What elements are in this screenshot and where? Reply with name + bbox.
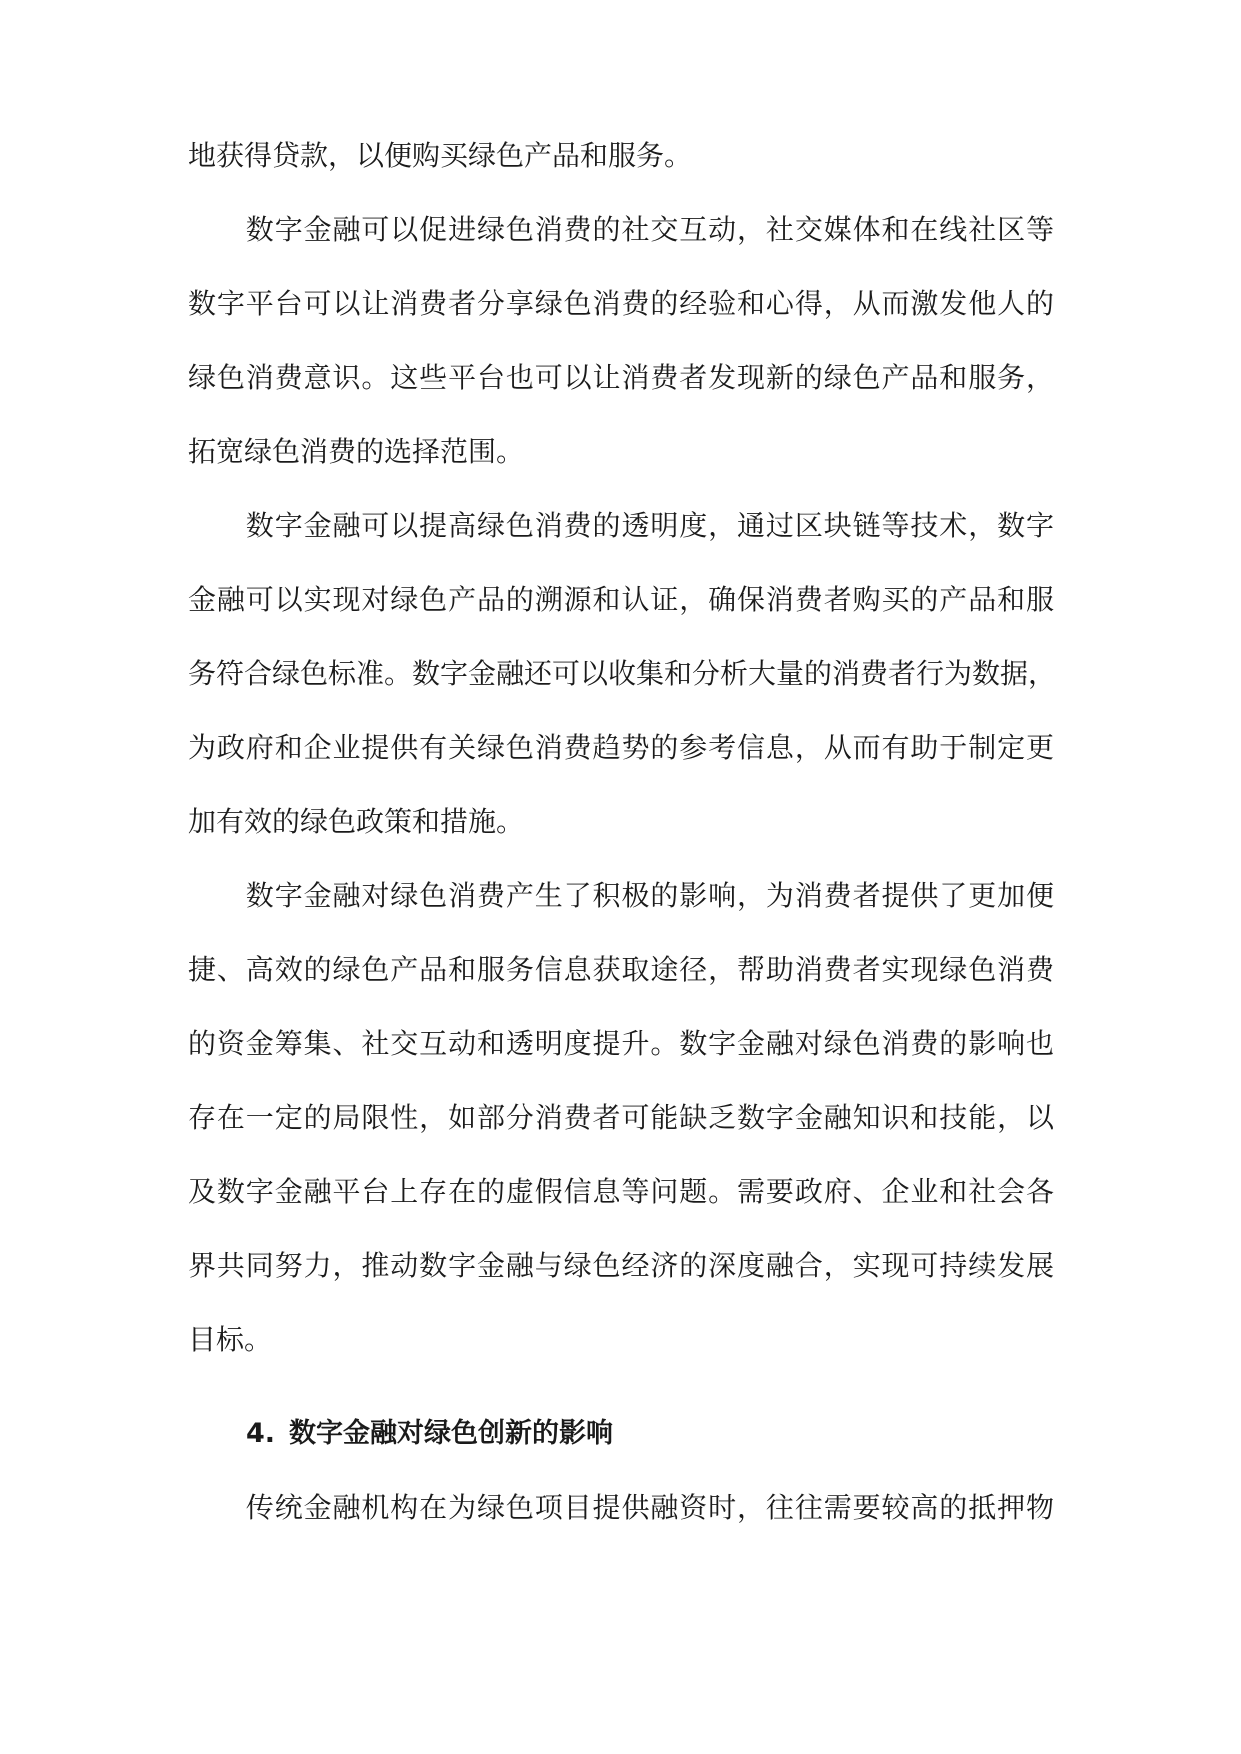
paragraph: [188, 1492, 1054, 1524]
text-line: 界共同努力，推动数字金融与绿色经济的深度融合，实现可持续发展: [188, 1249, 1054, 1282]
section-heading: [188, 1418, 1054, 1450]
section-title: 数字金融对绿色创新的影响: [289, 1418, 614, 1449]
section-number: 4.: [246, 1418, 276, 1449]
text-line: 捷、高效的绿色产品和服务信息获取途径，帮助消费者实现绿色消费: [188, 953, 1054, 986]
text-line: 数字平台可以让消费者分享绿色消费的经验和心得，从而激发他人的: [188, 287, 1054, 320]
text-line: 加有效的绿色政策和措施。: [188, 805, 525, 838]
paragraph: [188, 509, 1057, 838]
document-body: [188, 139, 1057, 1524]
text-line: 务符合绿色标准。数字金融还可以收集和分析大量的消费者行为数据，: [188, 657, 1057, 690]
text-line: 数字金融对绿色消费产生了积极的影响，为消费者提供了更加便: [188, 879, 1054, 912]
text-line: 的资金筹集、社交互动和透明度提升。数字金融对绿色消费的影响也: [188, 1027, 1054, 1060]
text-line: 传统金融机构在为绿色项目提供融资时，往往需要较高的抵押物: [188, 1491, 1054, 1524]
text-line: 数字金融可以促进绿色消费的社交互动，社交媒体和在线社区等: [188, 213, 1054, 246]
text-line: 数字金融可以提高绿色消费的透明度，通过区块链等技术，数字: [188, 509, 1054, 542]
text-line: 金融可以实现对绿色产品的溯源和认证，确保消费者购买的产品和服: [188, 583, 1054, 616]
text-line: 绿色消费意识。这些平台也可以让消费者发现新的绿色产品和服务，: [188, 361, 1054, 394]
text-line: 拓宽绿色消费的选择范围。: [188, 435, 525, 468]
text-line: 目标。: [188, 1323, 273, 1356]
paragraph: [188, 140, 1054, 172]
text-line: 存在一定的局限性，如部分消费者可能缺乏数字金融知识和技能，以: [188, 1101, 1054, 1134]
text-line: 及数字金融平台上存在的虚假信息等问题。需要政府、企业和社会各: [188, 1175, 1054, 1208]
text-line: 地获得贷款，以便购买绿色产品和服务。: [188, 139, 693, 172]
paragraph: [188, 214, 1054, 468]
text-line: 为政府和企业提供有关绿色消费趋势的参考信息，从而有助于制定更: [188, 731, 1054, 764]
paragraph: [188, 880, 1054, 1356]
